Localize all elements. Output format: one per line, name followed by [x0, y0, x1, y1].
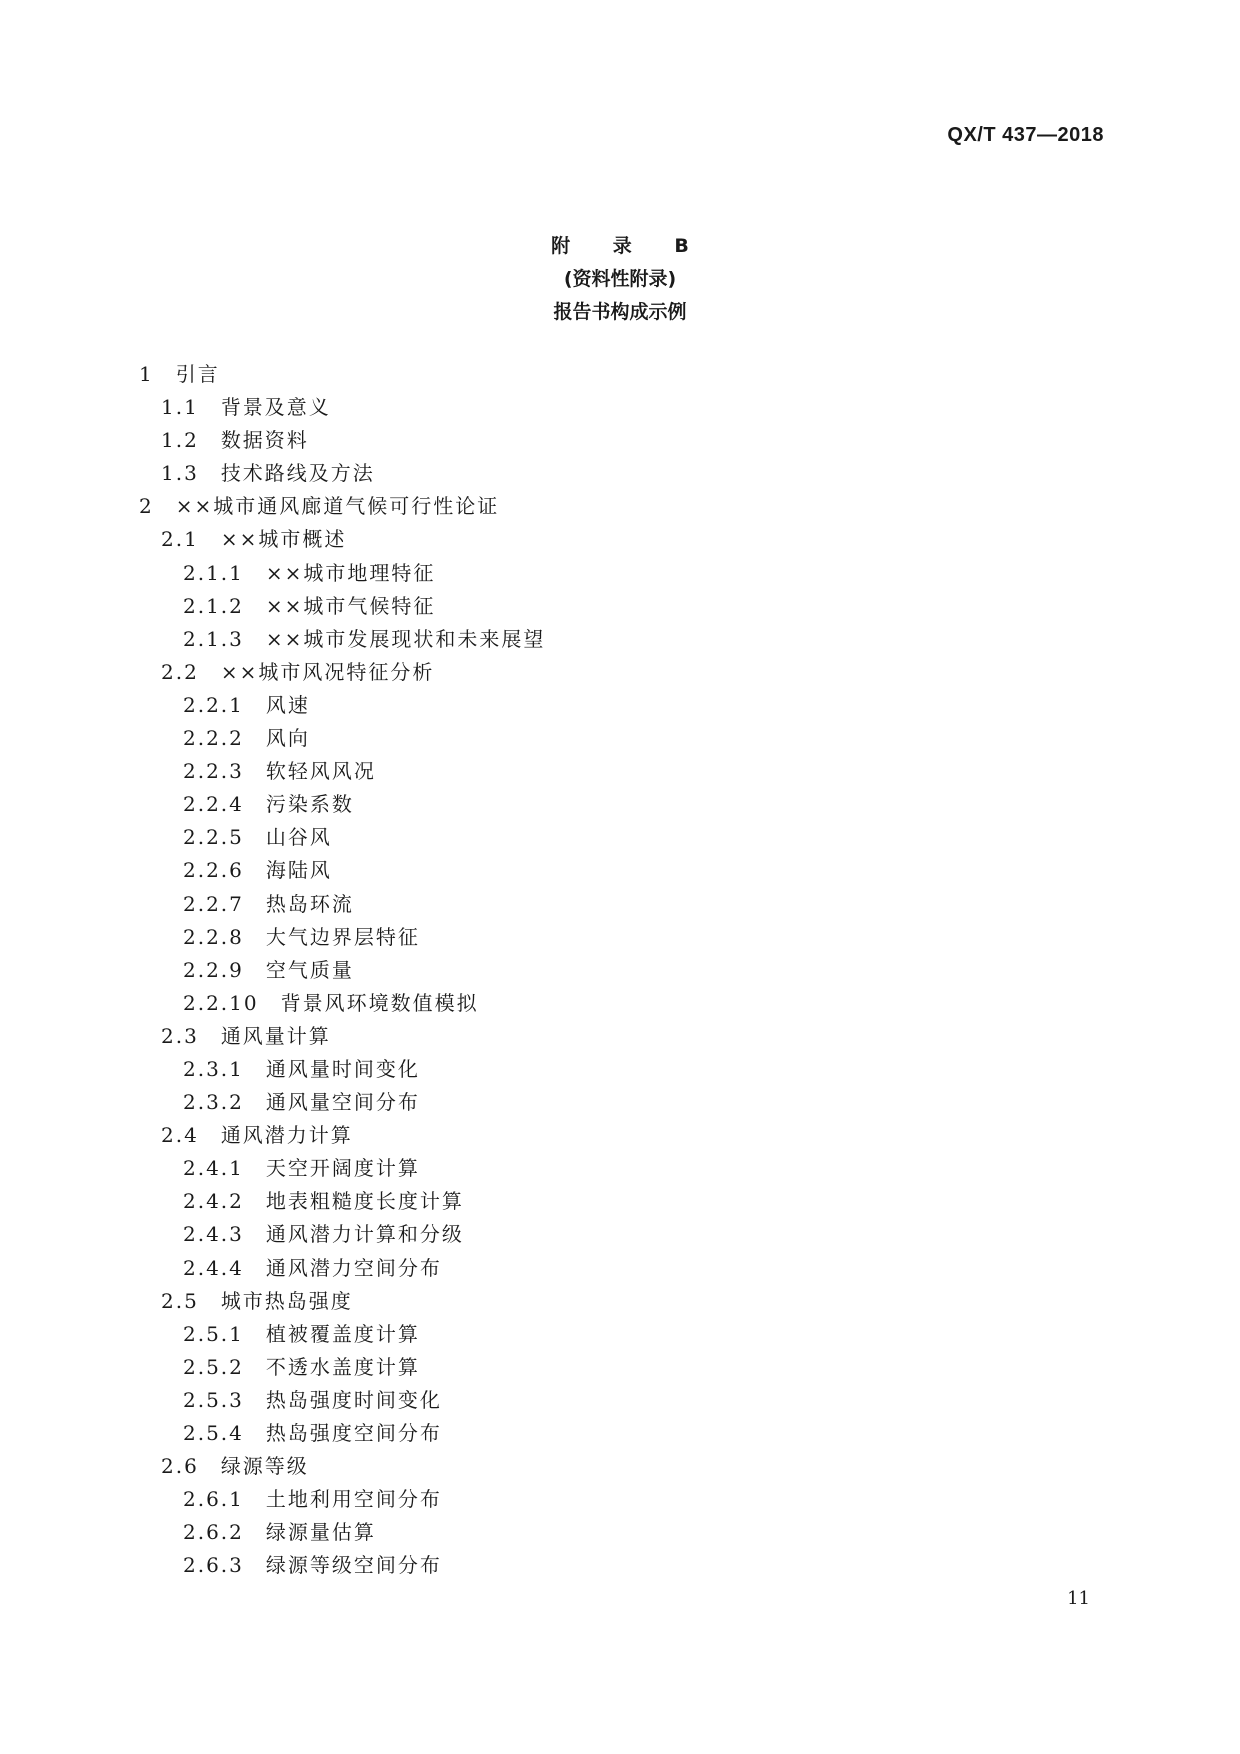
toc-entry-title: 海陆风: [265, 858, 332, 883]
toc-entry: [139, 656, 545, 689]
toc-entry-title: 地表粗糙度长度计算: [265, 1189, 464, 1214]
toc-entry-number: 2.2.2: [183, 726, 244, 751]
toc-entry: [139, 854, 545, 887]
toc-entry-title: 通风量空间分布: [265, 1090, 420, 1115]
toc-entry-title: 背景风环境数值模拟: [280, 990, 479, 1015]
toc-entry-number: 2.5.2: [183, 1354, 244, 1379]
toc-entry: [139, 1450, 545, 1483]
toc-entry: [139, 590, 545, 623]
toc-entry-title: 风向: [265, 726, 310, 751]
toc-entry-title: 通风潜力空间分布: [265, 1255, 442, 1280]
toc-entry-title: 植被覆盖度计算: [265, 1321, 420, 1346]
toc-entry-title: ××城市风况特征分析: [220, 659, 435, 684]
toc-entry-number: 2.2.3: [183, 759, 244, 784]
toc-entry: [139, 755, 545, 788]
appendix-heading: [0, 230, 1240, 329]
toc-entry-title: ××城市地理特征: [265, 560, 436, 585]
toc-entry-number: 2.2.1: [183, 692, 244, 717]
toc-entry-title: 天空开阔度计算: [265, 1156, 420, 1181]
appendix-subtitle: 报告书构成示例: [553, 301, 687, 323]
toc-entry-number: 2.2.10: [183, 990, 259, 1015]
toc-entry-title: 引言: [175, 362, 220, 386]
appendix-nature: (资料性附录): [563, 268, 677, 290]
toc-entry-title: 绿源量估算: [265, 1520, 376, 1545]
toc-entry: [139, 1252, 545, 1285]
toc-entry-title: 城市热岛强度: [220, 1288, 353, 1313]
toc-entry-title: ××城市气候特征: [265, 593, 436, 618]
toc-entry-number: 2.6.2: [183, 1520, 244, 1545]
toc-entry: [139, 523, 545, 556]
toc-entry-number: 2.3.1: [183, 1056, 244, 1081]
toc-entry-number: 2.6: [161, 1454, 199, 1479]
toc-entry: [139, 1483, 545, 1516]
toc-entry-number: 2.2.4: [183, 792, 244, 817]
toc-entry: [139, 557, 545, 590]
toc-entry: [139, 391, 545, 424]
toc-entry-title: 污染系数: [265, 792, 354, 817]
toc-entry-number: 2.2.8: [183, 924, 244, 949]
toc-entry-title: 土地利用空间分布: [265, 1487, 442, 1512]
toc-entry: [139, 1218, 545, 1251]
toc-entry: [139, 1185, 545, 1218]
toc-entry: [139, 689, 545, 722]
toc-entry: [139, 821, 545, 854]
toc-entry-title: 热岛强度时间变化: [265, 1387, 442, 1412]
toc-entry: [139, 1152, 545, 1185]
toc-entry-title: 技术路线及方法: [220, 461, 375, 486]
toc-entry: [139, 1285, 545, 1318]
toc-entry: [139, 1549, 545, 1582]
toc-entry-number: 2.1: [161, 527, 199, 552]
toc-entry: [139, 722, 545, 755]
toc-entry-title: 大气边界层特征: [265, 924, 420, 949]
toc-entry-number: 2.5.4: [183, 1421, 244, 1445]
appendix-title: 附 录 B: [551, 235, 707, 257]
toc-entry-title: 通风量计算: [220, 1023, 331, 1048]
toc-entry-number: 2.3: [161, 1023, 199, 1048]
toc-entry: [139, 1516, 545, 1549]
standard-code: QX/T 437—2018: [947, 124, 1104, 146]
toc-entry: [139, 1351, 545, 1384]
toc-entry-number: 1: [139, 362, 154, 386]
toc-entry: [139, 1119, 545, 1152]
toc-entry: [139, 1384, 545, 1417]
table-of-contents: [139, 358, 545, 1582]
toc-entry: [139, 1020, 545, 1053]
toc-entry: [139, 1318, 545, 1351]
toc-entry-number: 2.6.3: [183, 1553, 244, 1578]
toc-entry-number: 2.4.1: [183, 1156, 244, 1181]
toc-entry: [139, 358, 545, 391]
toc-entry: [139, 788, 545, 821]
toc-entry-number: 2.2.6: [183, 858, 244, 883]
toc-entry-number: 2.2: [161, 659, 199, 684]
toc-entry-title: 通风潜力计算: [220, 1123, 353, 1148]
toc-entry: [139, 623, 545, 656]
toc-entry-number: 2.4.2: [183, 1189, 244, 1214]
toc-entry-number: 2.5: [161, 1288, 199, 1313]
toc-entry-number: 2.2.5: [183, 825, 244, 850]
toc-entry-number: 1.1: [161, 395, 199, 420]
toc-entry: [139, 921, 545, 954]
toc-entry-number: 2.2.7: [183, 891, 244, 916]
toc-entry-number: 2.3.2: [183, 1090, 244, 1115]
page-number: 11: [1067, 1588, 1090, 1609]
toc-entry-number: 2.2.9: [183, 957, 244, 982]
toc-entry-number: 2: [139, 494, 154, 519]
toc-entry: [139, 1417, 545, 1450]
toc-entry-title: 热岛强度空间分布: [265, 1421, 442, 1445]
toc-entry-title: 绿源等级: [220, 1454, 309, 1479]
toc-entry-number: 2.4: [161, 1123, 199, 1148]
toc-entry-number: 2.5.3: [183, 1387, 244, 1412]
toc-entry: [139, 954, 545, 987]
toc-entry-title: ××城市发展现状和未来展望: [265, 626, 546, 651]
toc-entry-title: 热岛环流: [265, 891, 354, 916]
toc-entry-title: 通风潜力计算和分级: [265, 1222, 464, 1247]
toc-entry-title: 空气质量: [265, 957, 354, 982]
toc-entry: [139, 1086, 545, 1119]
toc-entry-number: 2.4.3: [183, 1222, 244, 1247]
toc-entry-number: 2.5.1: [183, 1321, 244, 1346]
toc-entry-number: 2.1.3: [183, 626, 244, 651]
toc-entry-number: 2.1.1: [183, 560, 244, 585]
toc-entry: [139, 424, 545, 457]
toc-entry-number: 1.2: [161, 428, 199, 453]
toc-entry-title: 山谷风: [265, 825, 332, 850]
toc-entry: [139, 457, 545, 490]
toc-entry: [139, 888, 545, 921]
toc-entry: [139, 490, 545, 523]
toc-entry-title: ××城市通风廊道气候可行性论证: [175, 494, 500, 519]
toc-entry-title: ××城市概述: [220, 527, 347, 552]
toc-entry-title: 绿源等级空间分布: [265, 1553, 442, 1578]
toc-entry-title: 背景及意义: [220, 395, 331, 420]
toc-entry: [139, 987, 545, 1020]
toc-entry-title: 软轻风风况: [265, 759, 376, 784]
toc-entry: [139, 1053, 545, 1086]
toc-entry-title: 不透水盖度计算: [265, 1354, 420, 1379]
toc-entry-title: 风速: [265, 692, 310, 717]
toc-entry-number: 2.4.4: [183, 1255, 244, 1280]
toc-entry-number: 1.3: [161, 461, 199, 486]
toc-entry-title: 通风量时间变化: [265, 1056, 420, 1081]
toc-entry-number: 2.6.1: [183, 1487, 244, 1512]
toc-entry-number: 2.1.2: [183, 593, 244, 618]
toc-entry-title: 数据资料: [220, 428, 309, 453]
